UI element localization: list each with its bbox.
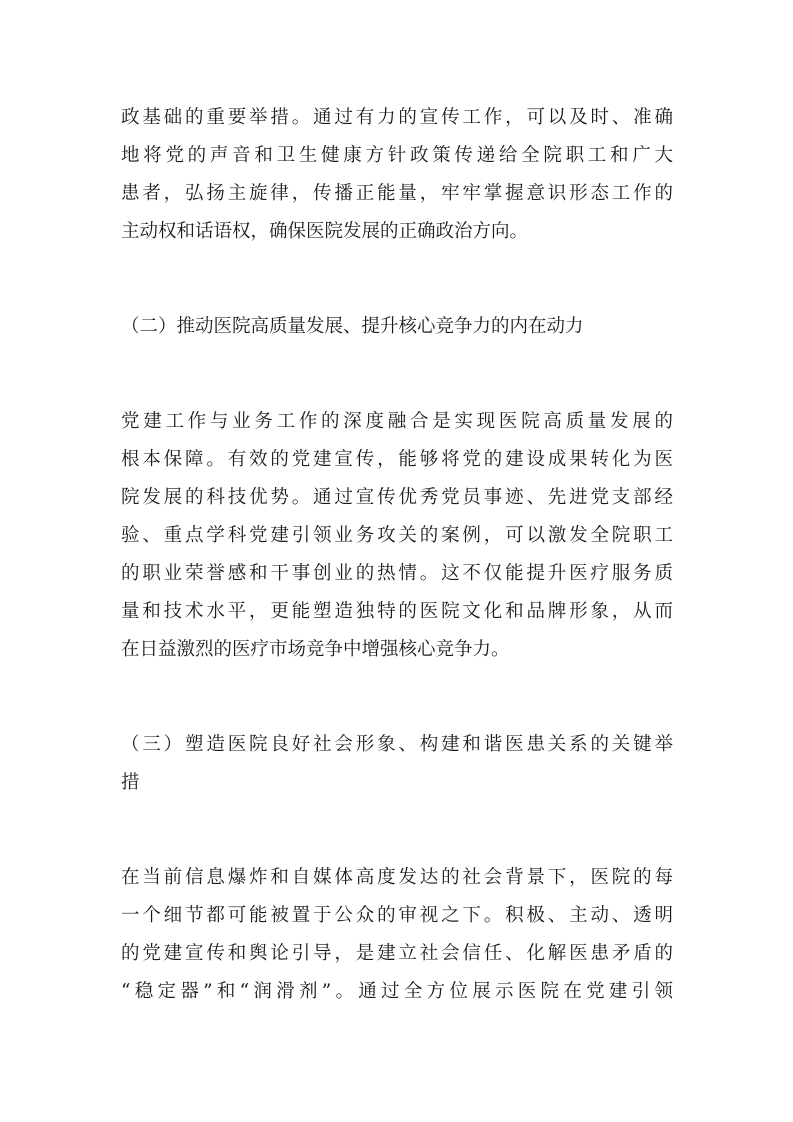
paragraph-2-line: 根本保障。有效的党建宣传，能够将党的建设成果转化为医 [121,449,673,470]
paragraph-2-line: 院发展的科技优势。通过宣传优秀党员事迹、先进党支部经 [121,487,673,508]
paragraph-2-line: 党建工作与业务工作的深度融合是实现医院高质量发展的 [121,411,673,432]
section-heading-3-continuation: 措 [121,772,140,793]
paragraph-3-line: “稳定器”和“润滑剂”。通过全方位展示医院在党建引领 [121,981,673,1002]
paragraph-2-line: 量和技术水平，更能塑造独特的医院文化和品牌形象，从而 [121,601,673,622]
section-heading-2: （二）推动医院高质量发展、提升核心竞争力的内在动力 [121,316,584,337]
paragraph-2-line: 的职业荣誉感和干事创业的热情。这不仅能提升医疗服务质 [121,563,673,584]
paragraph-3-line: 的党建宣传和舆论引导，是建立社会信任、化解医患矛盾的 [121,943,673,964]
paragraph-2-line: 在日益激烈的医疗市场竞争中增强核心竞争力。 [121,639,510,660]
paragraph-3-line: 在当前信息爆炸和自媒体高度发达的社会背景下，医院的每 [121,867,673,888]
paragraph-1-line: 患者，弘扬主旋律，传播正能量，牢牢掌握意识形态工作的 [121,183,673,204]
paragraph-3-line: 一个细节都可能被置于公众的审视之下。积极、主动、透明 [121,905,673,926]
paragraph-1-line: 政基础的重要举措。通过有力的宣传工作，可以及时、准确 [121,107,673,128]
section-heading-3: （三）塑造医院良好社会形象、构建和谐医患关系的关键举 [121,734,673,755]
paragraph-2-line: 验、重点学科党建引领业务攻关的案例，可以激发全院职工 [121,525,673,546]
paragraph-1-line: 主动权和话语权，确保医院发展的正确政治方向。 [121,221,529,242]
paragraph-1-line: 地将党的声音和卫生健康方针政策传递给全院职工和广大 [121,145,673,166]
